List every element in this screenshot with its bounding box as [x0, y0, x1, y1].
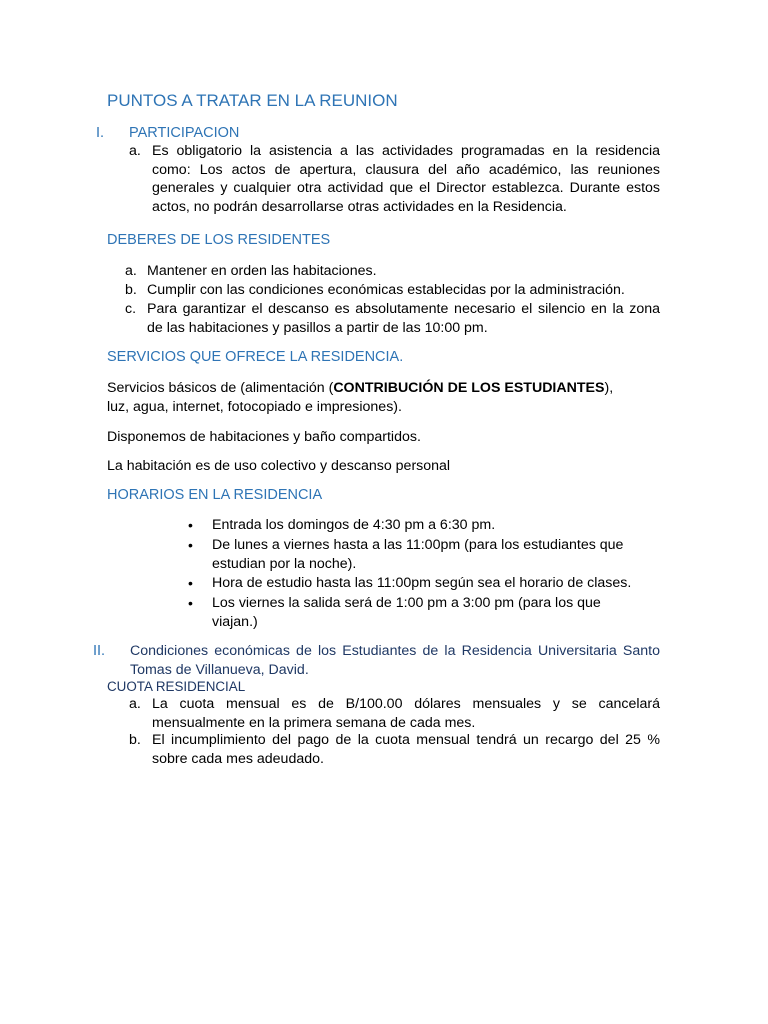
- list-marker: a.: [129, 143, 141, 159]
- list-item: Para garantizar el descanso es absolutamente necesario el silencio en la zona de las habitaciones y pasillos a partir de las 10:00 pm.: [147, 301, 660, 336]
- servicios-paragraph-line-1: [107, 379, 660, 398]
- list-marker: b.: [129, 732, 141, 748]
- page-title: PUNTOS A TRATAR EN LA REUNION: [107, 91, 398, 110]
- list-item: Los viernes la salida será de 1:00 pm a 3:00 pm (para los que viajan.): [212, 595, 601, 630]
- list-item: Hora de estudio hasta las 11:00pm según sea el horario de clases.: [212, 575, 632, 591]
- deberes-heading: DEBERES DE LOS RESIDENTES: [107, 232, 331, 248]
- bullet-icon: •: [188, 537, 193, 553]
- servicios-text: Servicios básicos de (alimentación (: [107, 380, 334, 396]
- section-2-numeral: II.: [93, 643, 106, 659]
- uso-colectivo-paragraph: La habitación es de uso colectivo y descanso personal: [107, 458, 451, 474]
- servicios-text-end: ),: [604, 380, 614, 396]
- section-1-numeral: I.: [96, 125, 105, 141]
- bullet-icon: •: [188, 595, 193, 611]
- list-item: Entrada los domingos de 4:30 pm a 6:30 pm.: [212, 517, 496, 533]
- servicios-heading: SERVICIOS QUE OFRECE LA RESIDENCIA.: [107, 349, 404, 365]
- list-item: Mantener en orden las habitaciones.: [147, 263, 377, 279]
- list-marker: a.: [125, 263, 137, 279]
- participation-paragraph: Es obligatorio la asistencia a las actividades programadas en la residencia como: Los actos de apertura, clausura del año académico, las reuniones generales y cualquier otra actividad que el Director establezca. Durante estos actos, no podrán desarrollarse otras actividades en la Residencia.: [152, 143, 660, 215]
- list-marker: b.: [125, 282, 137, 298]
- list-item: Cumplir con las condiciones económicas establecidas por la administración.: [147, 282, 625, 298]
- list-marker: c.: [125, 301, 137, 317]
- list-item: De lunes a viernes hasta a las 11:00pm (para los estudiantes que estudian por la noche).: [212, 537, 624, 572]
- list-item: La cuota mensual es de B/100.00 dólares mensuales y se cancelará mensualmente en la primera semana de cada mes.: [152, 696, 660, 731]
- list-marker: a.: [129, 696, 141, 712]
- bullet-icon: •: [188, 517, 193, 533]
- servicios-bold-text: CONTRIBUCIÓN DE LOS ESTUDIANTES: [333, 380, 605, 396]
- habitaciones-paragraph: Disponemos de habitaciones y baño compartidos.: [107, 429, 421, 445]
- bullet-icon: •: [188, 575, 193, 591]
- list-item: El incumplimiento del pago de la cuota mensual tendrá un recargo del 25 % sobre cada mes adeudado.: [152, 732, 660, 767]
- section-2-heading: Condiciones económicas de los Estudiantes de la Residencia Universitaria Santo Tomas de Villanueva, David.: [130, 643, 660, 678]
- cuota-subheading: CUOTA RESIDENCIAL: [107, 679, 246, 694]
- servicios-paragraph-line-2: luz, agua, internet, fotocopiado e impresiones).: [107, 399, 402, 415]
- horarios-heading: HORARIOS EN LA RESIDENCIA: [107, 487, 323, 503]
- section-1-heading: PARTICIPACION: [129, 125, 240, 141]
